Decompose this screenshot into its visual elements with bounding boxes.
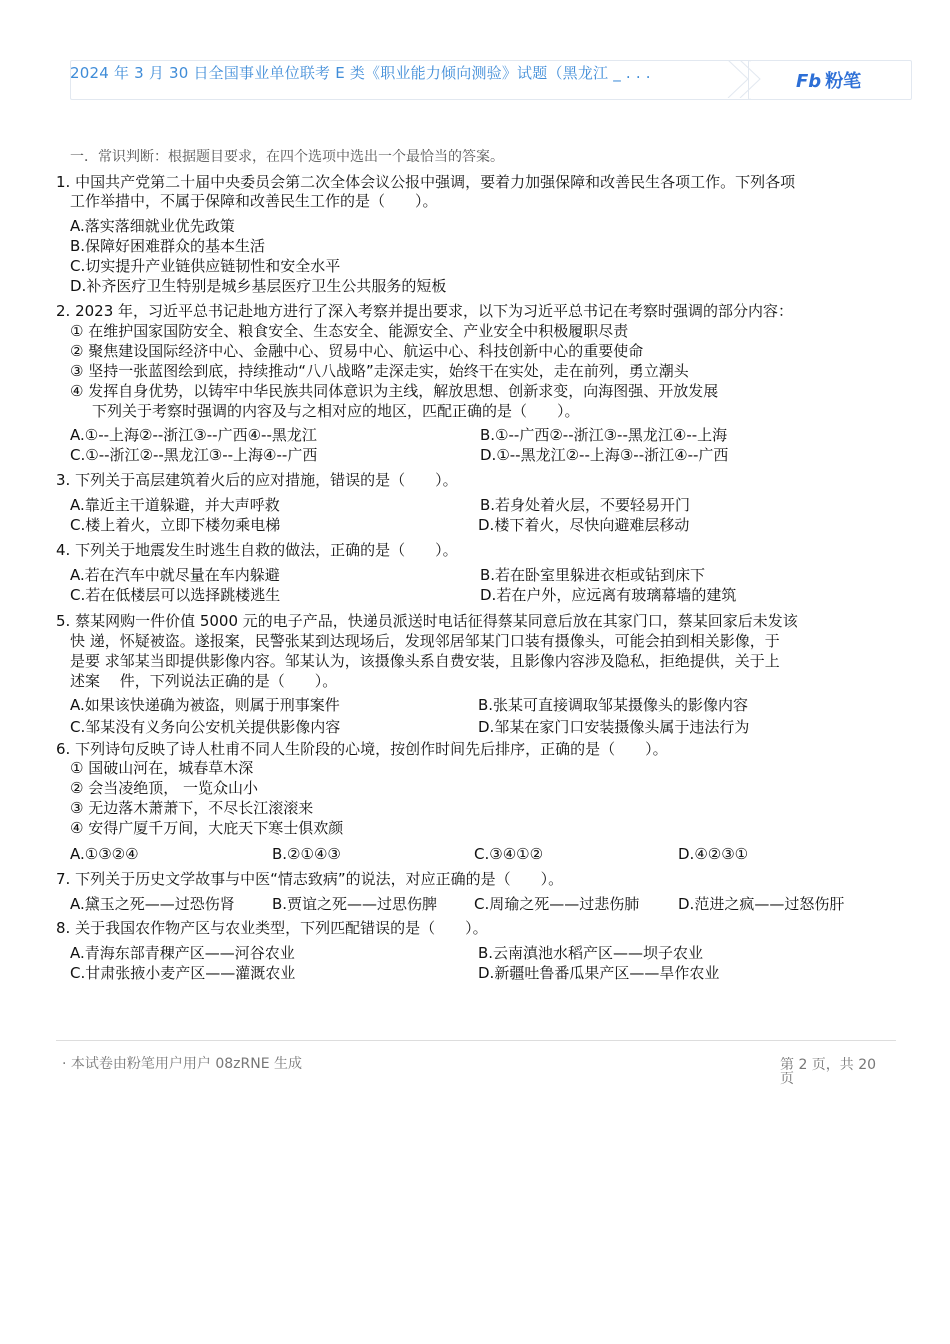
option-c[interactable]: C.切实提升产业链供应链韧性和安全水平 — [70, 257, 341, 275]
poem-line-3: ③ 无边落木萧萧下，不尽长江滚滚来 — [70, 799, 314, 817]
question-stem: 快 递，怀疑被盗。遂报案，民警张某到达现场后，发现邻居邹某门口装有摄像头，可能会拍到相关影像，于 — [70, 632, 780, 650]
page-indicator: 第 2 页，共 20 页 — [780, 1057, 877, 1087]
section-title: 一．常识判断：根据题目要求，在四个选项中选出一个最恰当的答案。 — [70, 149, 504, 165]
question-stem: 1. 中国共产党第二十届中央委员会第二次全体会议公报中强调，要着力加强保障和改善民生各项工作。下列各项 — [56, 173, 796, 191]
fb-logo-mark: Fb — [796, 71, 822, 92]
option-a[interactable]: A.靠近主干道躲避，并大声呼救 — [70, 496, 280, 514]
option-b[interactable]: B.贾谊之死——过思伤脾 — [272, 895, 438, 913]
footer-generator-note: · 本试卷由粉笔用户用户 08zRNE 生成 — [62, 1056, 303, 1072]
question-stem: 7. 下列关于历史文学故事与中医“情志致病”的说法，对应正确的是（ ）。 — [56, 870, 564, 888]
poem-line-2: ② 会当凌绝顶， 一览众山小 — [70, 779, 258, 797]
question-stem: 工作举措中，不属于保障和改善民生工作的是（ ）。 — [70, 192, 438, 210]
question-stem: 5. 蔡某网购一件价值 5000 元的电子产品，快递员派送时电话征得蔡某同意后放在其家门口，蔡某回家后未发该 — [56, 612, 798, 630]
option-c[interactable]: C.①--浙江②--黑龙江③--上海④--广西 — [70, 446, 318, 464]
option-d[interactable]: D.新疆吐鲁番瓜果产区——旱作农业 — [478, 964, 720, 982]
poem-line-4: ④ 安得广厦千万间，大庇天下寒士俱欢颜 — [70, 819, 344, 837]
option-b[interactable]: B.①--广西②--浙江③--黑龙江④--上海 — [480, 426, 728, 444]
option-d[interactable]: D.邹某在家门口安装摄像头属于违法行为 — [478, 718, 750, 736]
fenbi-logo — [796, 67, 861, 93]
option-b[interactable]: B.张某可直接调取邹某摄像头的影像内容 — [478, 696, 749, 714]
option-a[interactable]: A.①③②④ — [70, 845, 139, 863]
option-d[interactable]: D.补齐医疗卫生特别是城乡基层医疗卫生公共服务的短板 — [70, 277, 447, 295]
question-stem: 8. 关于我国农作物产区与农业类型，下列匹配错误的是（ ）。 — [56, 919, 488, 937]
option-b[interactable]: B.云南滇池水稻产区——坝子农业 — [478, 944, 704, 962]
statement-1: ① 在维护国家国防安全、粮食安全、生态安全、能源安全、产业安全中积极履职尽责 — [70, 322, 629, 340]
option-a[interactable]: A.青海东部青稞产区——河谷农业 — [70, 944, 295, 962]
option-a[interactable]: A.若在汽车中就尽量在车内躲避 — [70, 566, 280, 584]
option-c[interactable]: C.甘肃张掖小麦产区——灌溉农业 — [70, 964, 296, 982]
question-stem: 是要 求邹某当即提供影像内容。邹某认为，该摄像头系自费安装，且影像内容涉及隐私，拒绝提供，关于上 — [70, 652, 780, 670]
poem-line-1: ① 国破山河在，城春草木深 — [70, 759, 254, 777]
question-stem: 4. 下列关于地震发生时逃生自救的做法，正确的是（ ）。 — [56, 541, 458, 559]
option-d[interactable]: D.楼下着火，尽快向避难层移动 — [478, 516, 690, 534]
option-c[interactable]: C.周瑜之死——过悲伤肺 — [474, 895, 640, 913]
option-a[interactable]: A.黛玉之死——过恐伤肾 — [70, 895, 235, 913]
option-a[interactable]: A.落实落细就业优先政策 — [70, 217, 235, 235]
option-c[interactable]: C.若在低楼层可以选择跳楼逃生 — [70, 586, 281, 604]
question-stem: 2. 2023 年，习近平总书记赴地方进行了深入考察并提出要求，以下为习近平总书记在考察时强调的部分内容： — [56, 302, 794, 320]
statement-2: ② 聚焦建设国际经济中心、金融中心、贸易中心、航运中心、科技创新中心的重要使命 — [70, 342, 644, 360]
statement-3: ③ 坚持一张蓝图绘到底，持续推动“八八战略”走深走实，始终干在实处，走在前列，勇立潮头 — [70, 362, 689, 380]
option-c[interactable]: C.楼上着火，立即下楼勿乘电梯 — [70, 516, 281, 534]
option-a[interactable]: A.如果该快递确为被盗，则属于刑事案件 — [70, 696, 340, 714]
question-prompt: 下列关于考察时强调的内容及与之相对应的地区，匹配正确的是（ ）。 — [92, 402, 580, 420]
option-d[interactable]: D.④②③① — [678, 845, 749, 863]
option-b[interactable]: B.若身处着火层，不要轻易开门 — [480, 496, 691, 514]
option-b[interactable]: B.②①④③ — [272, 845, 341, 863]
option-b[interactable]: B.保障好困难群众的基本生活 — [70, 237, 266, 255]
option-d[interactable]: D.范进之疯——过怒伤肝 — [678, 895, 845, 913]
logo-text: 粉笔 — [825, 71, 862, 92]
footer-divider — [56, 1040, 896, 1041]
option-b[interactable]: B.若在卧室里躲进衣柜或钻到床下 — [480, 566, 706, 584]
option-d[interactable]: D.若在户外，应远离有玻璃幕墙的建筑 — [480, 586, 737, 604]
statement-4: ④ 发挥自身优势，以铸牢中华民族共同体意识为主线，解放思想、创新求变，向海图强、开放发展 — [70, 382, 719, 400]
document-title[interactable]: 2024 年 3 月 30 日全国事业单位联考 E 类《职业能力倾向测验》试题（黑龙江 _ . . . — [70, 64, 651, 82]
question-stem: 6. 下列诗句反映了诗人杜甫不同人生阶段的心境，按创作时间先后排序，正确的是（ ）。 — [56, 740, 668, 758]
option-c[interactable]: C.邹某没有义务向公安机关提供影像内容 — [70, 718, 341, 736]
option-a[interactable]: A.①--上海②--浙江③--广西④--黑龙江 — [70, 426, 317, 444]
option-c[interactable]: C.③④①② — [474, 845, 544, 863]
option-d[interactable]: D.①--黑龙江②--上海③--浙江④--广西 — [480, 446, 729, 464]
question-stem: 3. 下列关于高层建筑着火后的应对措施，错误的是（ ）。 — [56, 471, 458, 489]
question-stem: 述案 件，下列说法正确的是（ ）。 — [70, 672, 338, 690]
